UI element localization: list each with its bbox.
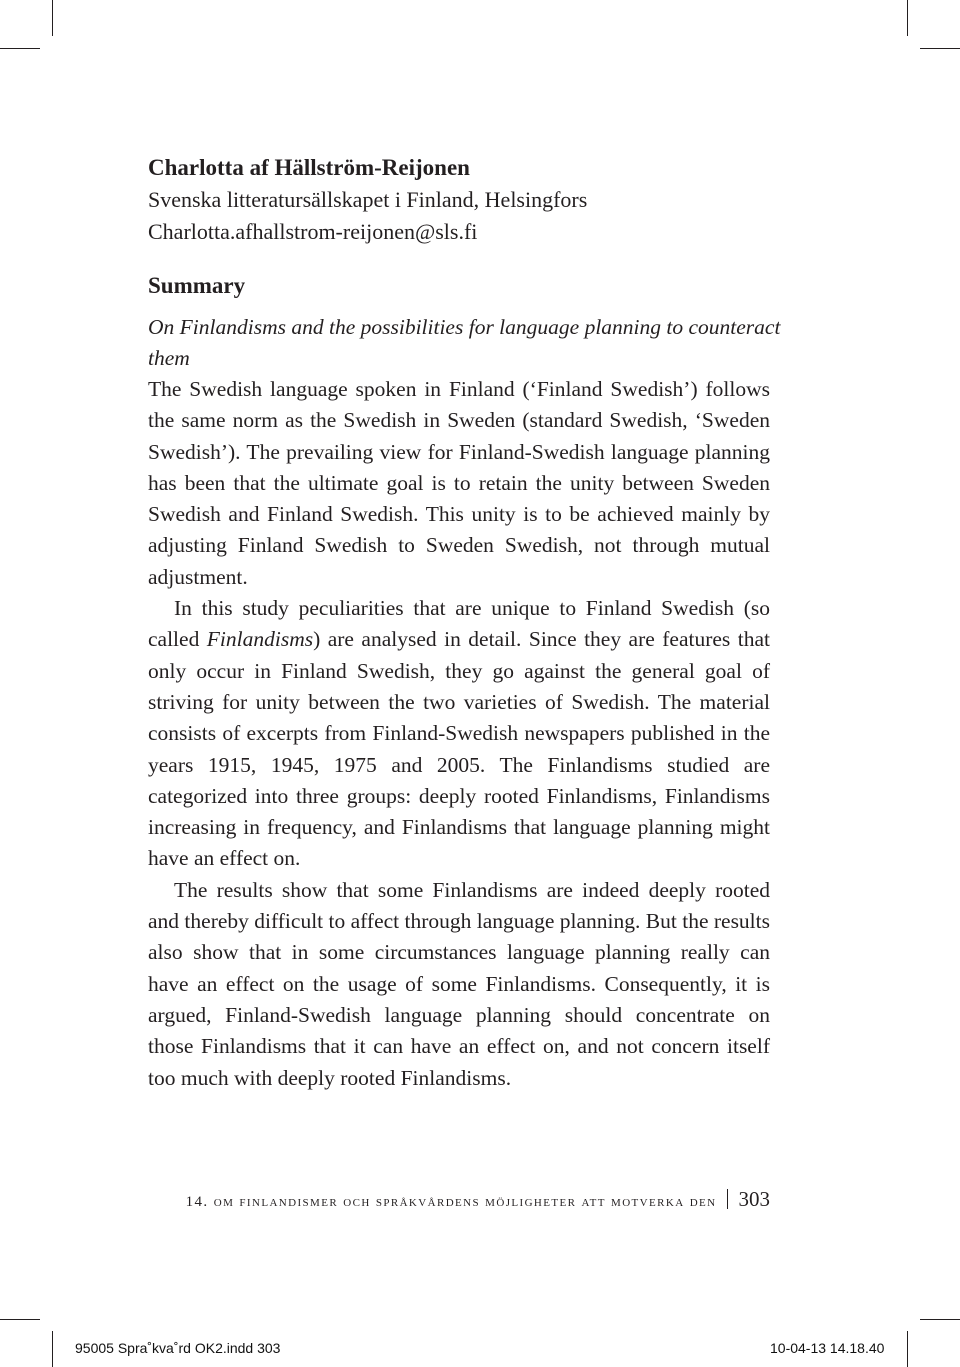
summary-body bbox=[148, 374, 770, 1094]
crop-mark-top-left-h bbox=[0, 48, 40, 49]
author-name: Charlotta af Hällström-Reijonen bbox=[148, 155, 470, 180]
page-number: 303 bbox=[738, 1187, 770, 1211]
p2-text-after: ) are analysed in detail. Since they are features that only occur in Finland Swedish, they go against the general goal of striving for unity between the two varieties of Swedish. The material consists of excerpts from Finland-Swedish newspapers published in the years 1915, 1945, 1975 and 2005. The Finlandisms studied are categorized into three groups: deeply rooted Finlandisms, Finlandisms increasing in frequency, and Finlandisms that language planning might have an effect on. bbox=[148, 627, 770, 871]
summary-heading: Summary bbox=[148, 273, 246, 298]
crop-mark-bottom-right-h bbox=[920, 1319, 960, 1320]
slug-file: 95005 Spra˚kva˚rd OK2.indd 303 bbox=[75, 1340, 281, 1356]
crop-mark-top-left bbox=[52, 0, 53, 36]
crop-mark-top-right-h bbox=[920, 48, 960, 49]
author-block bbox=[148, 152, 788, 248]
author-affiliation: Svenska litteratursällskapet i Finland, Helsingfors bbox=[148, 187, 588, 212]
crop-mark-bottom-right bbox=[907, 1331, 908, 1367]
running-footer bbox=[100, 1184, 770, 1217]
p2-text-before: In this study peculiarities that are unique to Finland Swedish (so called bbox=[148, 596, 770, 652]
p2-term-finlandisms: Finlandisms bbox=[206, 627, 314, 652]
crop-mark-top-right bbox=[907, 0, 908, 36]
crop-mark-bottom-left bbox=[52, 1331, 53, 1367]
summary-paragraph-3: The results show that some Finlandisms are indeed deeply rooted and thereby difficult to affect through language planning. But the results also show that in some circumstances language planning really can have an effect on the usage of some Finlandisms. Consequently, it is argued, Finland-Swedish language planning should concentrate on those Finlandisms that it can have an effect on, and not concern itself too much with deeply rooted Finlandisms. bbox=[148, 877, 770, 1090]
author-email: Charlotta.afhallstrom-reijonen@sls.fi bbox=[148, 219, 478, 244]
summary-paragraph-1: The Swedish language spoken in Finland (‘Finland Swedish’) follows the same norm as the Swedish in Sweden (standard Swedish, ‘Sweden Swedish’). The prevailing view for Finland-Swedish language planning has been that the ultimate goal is to retain the unity between Sweden Swedish and Finland Swedish. This unity is to be achieved mainly by adjusting Finland Swedish to Sweden Swedish, not through mutual adjustment. bbox=[148, 377, 770, 589]
summary-title: On Finlandisms and the possibilities for language planning to counteract them bbox=[148, 315, 781, 370]
crop-mark-bottom-left-h bbox=[0, 1319, 40, 1320]
slug-timestamp: 10-04-13 14.18.40 bbox=[770, 1340, 885, 1356]
footer-separator bbox=[727, 1189, 728, 1209]
running-title: 14. om finlandismer och språkvårdens möjligheter att motverka den bbox=[185, 1194, 717, 1210]
summary-paragraph-2 bbox=[148, 593, 770, 875]
